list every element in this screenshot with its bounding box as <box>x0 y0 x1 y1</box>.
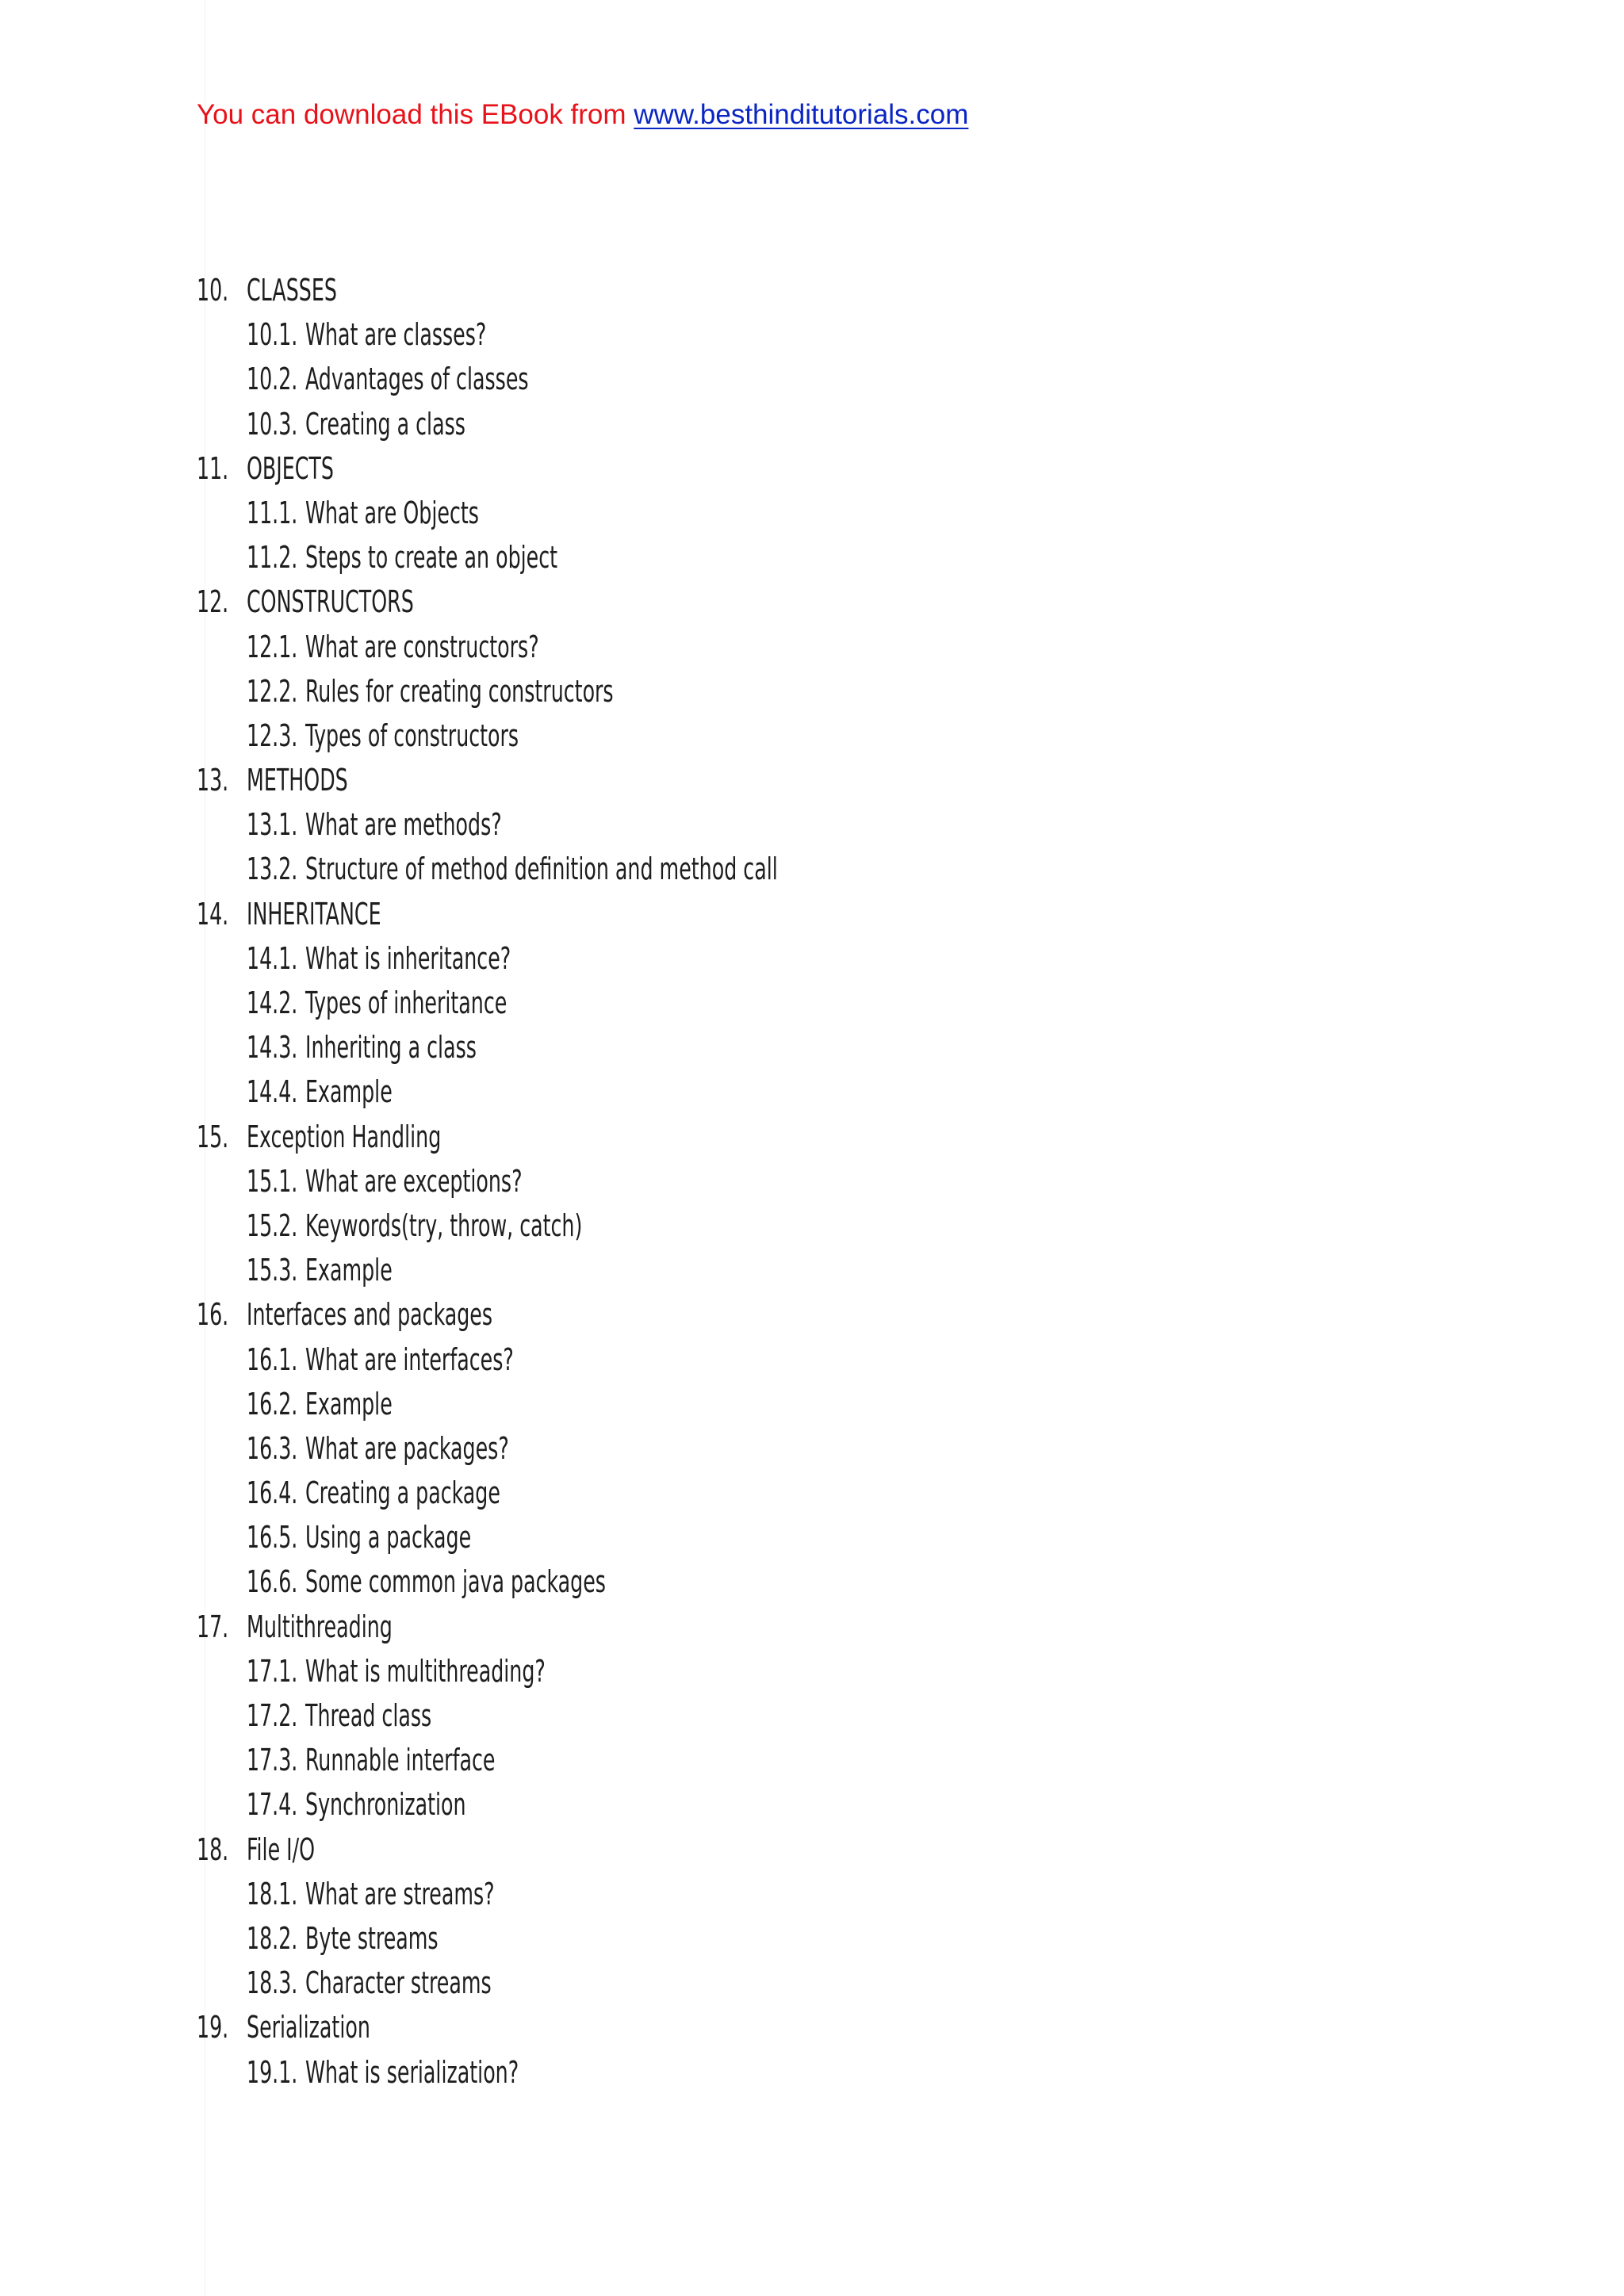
toc-chapter <box>197 2005 944 2049</box>
toc-number: 19. <box>197 2010 229 2045</box>
toc-title: Keywords(try, throw, catch) <box>305 1207 583 1243</box>
toc-number: 13. <box>197 763 229 798</box>
toc-section <box>197 1738 944 1782</box>
website-link[interactable]: www.besthinditutorials.com <box>634 99 969 130</box>
toc-chapter <box>197 1115 944 1159</box>
toc-title: Rules for creating constructors <box>305 673 614 709</box>
toc-title: Types of constructors <box>305 718 519 753</box>
toc-title: Example <box>305 1386 393 1422</box>
toc-title: Example <box>305 1253 393 1288</box>
toc-number: 17.1. <box>247 1653 298 1689</box>
toc-title: Runnable interface <box>305 1743 496 1778</box>
toc-title: Advantages of classes <box>305 362 529 397</box>
toc-title: What are packages? <box>305 1430 509 1466</box>
toc-title: What are classes? <box>305 317 487 353</box>
toc-title: What are Objects <box>305 495 479 530</box>
toc-section <box>197 936 944 981</box>
toc-number: 14.3. <box>247 1030 298 1066</box>
toc-number: 15.2. <box>247 1207 298 1243</box>
toc-section <box>197 1337 944 1382</box>
toc-number: 13.2. <box>247 851 298 887</box>
toc-number: 10.1. <box>247 317 298 353</box>
toc-number: 15. <box>197 1119 229 1154</box>
toc-number: 12.1. <box>247 629 298 664</box>
toc-section <box>197 625 944 669</box>
toc-title: What are streams? <box>305 1876 495 1911</box>
toc-title: Creating a package <box>305 1475 500 1511</box>
toc-section <box>197 1426 944 1471</box>
toc-title: Serialization <box>247 2010 370 2045</box>
toc-section <box>197 802 944 847</box>
download-notice-text: You can download this EBook from <box>197 99 634 130</box>
toc-number: 11.2. <box>247 540 298 576</box>
toc-title: Byte streams <box>305 1920 439 1956</box>
toc-number: 18.1. <box>247 1876 298 1911</box>
toc-number: 14.4. <box>247 1074 298 1110</box>
toc-number: 15.3. <box>247 1253 298 1288</box>
toc-number: 15.1. <box>247 1163 298 1199</box>
toc-title: Synchronization <box>305 1787 466 1823</box>
toc-section <box>197 402 944 446</box>
toc-title: Structure of method definition and method call <box>305 851 778 887</box>
toc-section <box>197 535 944 580</box>
toc-title: What is serialization? <box>305 2054 519 2090</box>
toc-number: 16. <box>197 1297 229 1333</box>
toc-number: 16.2. <box>247 1386 298 1422</box>
toc-section <box>197 1693 944 1738</box>
toc-section <box>197 847 944 891</box>
toc-number: 17.3. <box>247 1743 298 1778</box>
toc-number: 12.2. <box>247 673 298 709</box>
toc-chapter <box>197 892 944 936</box>
toc-section <box>197 1649 944 1693</box>
toc-title: Interfaces and packages <box>247 1297 493 1333</box>
toc-number: 16.3. <box>247 1430 298 1466</box>
toc-section <box>197 1559 944 1604</box>
toc-section <box>197 1070 944 1114</box>
toc-number: 10.3. <box>247 406 298 442</box>
toc-title: Some common java packages <box>305 1564 606 1600</box>
toc-section <box>197 981 944 1025</box>
table-of-contents <box>197 268 944 2095</box>
toc-section <box>197 714 944 758</box>
toc-number: 17.4. <box>247 1787 298 1823</box>
toc-number: 18. <box>197 1831 229 1867</box>
toc-title: File I/O <box>247 1831 316 1867</box>
toc-number: 11.1. <box>247 495 298 530</box>
toc-number: 14. <box>197 896 229 932</box>
toc-number: 17.2. <box>247 1698 298 1733</box>
toc-number: 19.1. <box>247 2054 298 2090</box>
toc-section <box>197 2050 944 2095</box>
toc-chapter <box>197 1292 944 1337</box>
toc-section <box>197 491 944 535</box>
toc-section <box>197 1159 944 1203</box>
toc-title: CLASSES <box>247 273 337 308</box>
toc-section <box>197 1471 944 1515</box>
toc-chapter <box>197 580 944 624</box>
toc-number: 16.1. <box>247 1341 298 1377</box>
toc-section <box>197 1782 944 1827</box>
toc-section <box>197 357 944 401</box>
toc-section <box>197 1872 944 1916</box>
toc-number: 10.2. <box>247 362 298 397</box>
toc-number: 18.2. <box>247 1920 298 1956</box>
toc-number: 14.1. <box>247 940 298 976</box>
toc-number: 14.2. <box>247 985 298 1020</box>
toc-number: 12. <box>197 584 229 620</box>
toc-number: 13.1. <box>247 807 298 843</box>
toc-title: Exception Handling <box>247 1119 442 1154</box>
toc-title: METHODS <box>247 763 348 798</box>
toc-chapter <box>197 1827 944 1872</box>
toc-title: What are methods? <box>305 807 502 843</box>
toc-section <box>197 1025 944 1070</box>
toc-title: Inheriting a class <box>305 1030 477 1066</box>
toc-section <box>197 1916 944 1961</box>
toc-number: 16.4. <box>247 1475 298 1511</box>
toc-number: 12.3. <box>247 718 298 753</box>
toc-title: What are exceptions? <box>305 1163 523 1199</box>
toc-title: Creating a class <box>305 406 465 442</box>
toc-title: Using a package <box>305 1520 472 1556</box>
toc-title: INHERITANCE <box>247 896 381 932</box>
toc-chapter <box>197 1605 944 1649</box>
toc-number: 10. <box>197 273 229 308</box>
toc-number: 17. <box>197 1609 229 1644</box>
toc-section <box>197 1382 944 1426</box>
toc-title: What are constructors? <box>305 629 539 664</box>
toc-title: CONSTRUCTORS <box>247 584 414 620</box>
toc-number: 11. <box>197 450 229 486</box>
download-notice <box>197 95 968 135</box>
toc-chapter <box>197 758 944 802</box>
toc-chapter <box>197 268 944 312</box>
toc-title: What are interfaces? <box>305 1341 514 1377</box>
toc-section <box>197 1961 944 2005</box>
toc-title: Example <box>305 1074 393 1110</box>
toc-title: Thread class <box>305 1698 432 1733</box>
toc-number: 18.3. <box>247 1965 298 2001</box>
toc-section <box>197 312 944 357</box>
toc-title: What is multithreading? <box>305 1653 546 1689</box>
toc-section <box>197 1248 944 1292</box>
toc-section <box>197 1515 944 1559</box>
toc-chapter <box>197 446 944 491</box>
toc-number: 16.6. <box>247 1564 298 1600</box>
toc-title: Multithreading <box>247 1609 393 1644</box>
toc-title: Steps to create an object <box>305 540 558 576</box>
toc-number: 16.5. <box>247 1520 298 1556</box>
toc-title: What is inheritance? <box>305 940 511 976</box>
toc-title: OBJECTS <box>247 450 334 486</box>
toc-section <box>197 669 944 714</box>
toc-section <box>197 1203 944 1248</box>
toc-title: Types of inheritance <box>305 985 508 1020</box>
toc-title: Character streams <box>305 1965 492 2001</box>
